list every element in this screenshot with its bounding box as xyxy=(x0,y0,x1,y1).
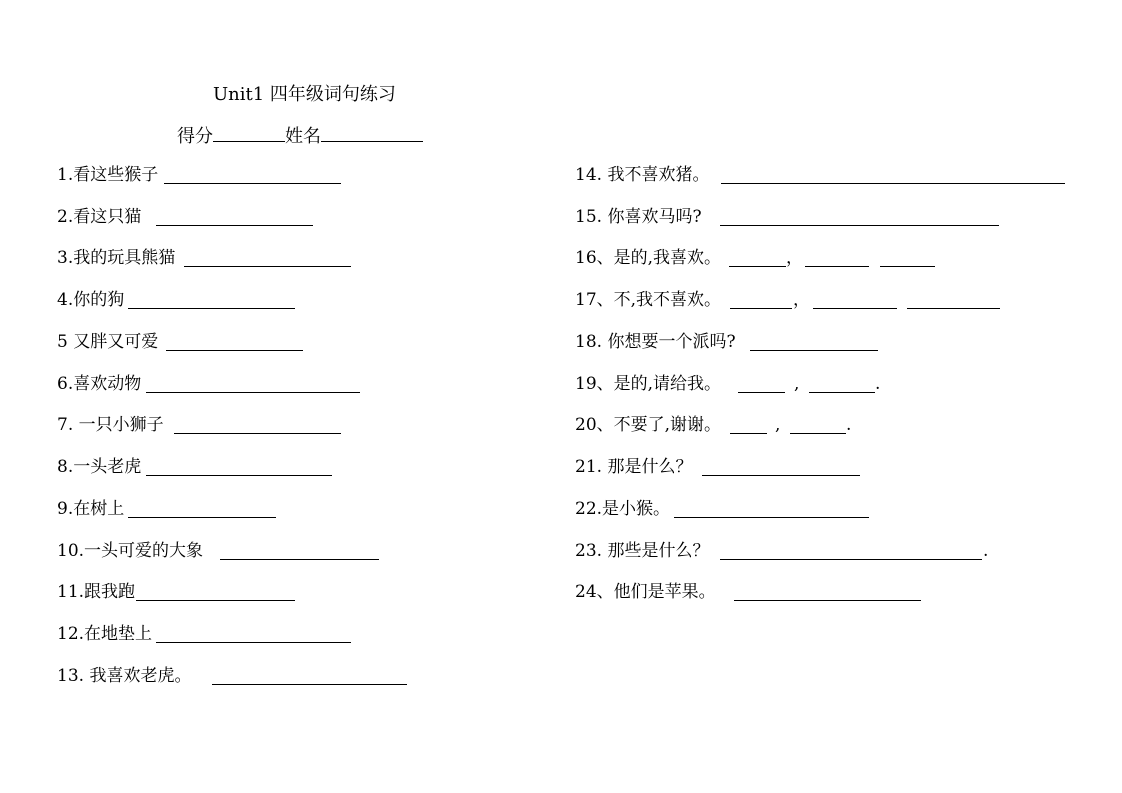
period: . xyxy=(875,374,881,394)
answer-blank[interactable] xyxy=(146,392,360,393)
answer-blank[interactable] xyxy=(156,642,351,643)
exercise-item-22 xyxy=(575,498,1075,520)
answer-blank-2[interactable] xyxy=(813,308,897,309)
item-text: 8.一头老虎 xyxy=(57,457,142,477)
comma: , xyxy=(794,374,800,394)
exercise-item-3 xyxy=(57,247,357,269)
item-text: 17、不,我不喜欢。 xyxy=(575,290,722,310)
exercise-item-14 xyxy=(575,164,1075,186)
item-text: 15. 你喜欢马吗? xyxy=(575,207,702,227)
answer-blank-1[interactable] xyxy=(730,308,792,309)
comma: , xyxy=(775,415,781,435)
exercise-item-6 xyxy=(57,373,377,395)
item-text: 3.我的玩具熊猫 xyxy=(57,248,176,268)
item-text: 10.一头可爱的大象 xyxy=(57,541,204,561)
item-text: 2.看这只猫 xyxy=(57,207,142,227)
exercise-item-4 xyxy=(57,289,357,311)
item-text: 5 又胖又可爱 xyxy=(57,332,159,352)
item-text: 23. 那些是什么？ xyxy=(575,541,710,561)
answer-blank[interactable] xyxy=(136,600,295,601)
answer-blank[interactable] xyxy=(156,225,313,226)
exercise-item-5 xyxy=(57,331,357,353)
exercise-item-10 xyxy=(57,540,387,562)
item-text: 11.跟我跑 xyxy=(57,582,136,602)
answer-blank[interactable] xyxy=(184,266,351,267)
name-label: 姓名 xyxy=(285,126,321,147)
exercise-item-11 xyxy=(57,581,357,603)
exercise-item-19 xyxy=(575,373,1075,395)
exercise-item-12 xyxy=(57,623,357,645)
answer-blank-2[interactable] xyxy=(809,392,875,393)
item-text: 7. 一只小狮子 xyxy=(57,415,164,435)
exercise-item-9 xyxy=(57,498,357,520)
answer-blank[interactable] xyxy=(674,517,869,518)
answer-blank[interactable] xyxy=(128,517,276,518)
item-text: 12.在地垫上 xyxy=(57,624,153,644)
answer-blank[interactable] xyxy=(721,183,1065,184)
item-text: 16、是的,我喜欢。 xyxy=(575,248,722,268)
answer-blank[interactable] xyxy=(734,600,921,601)
exercise-item-1 xyxy=(57,164,347,186)
answer-blank[interactable] xyxy=(220,559,379,560)
exercise-item-16 xyxy=(575,247,1075,269)
exercise-item-23 xyxy=(575,540,1075,562)
score-blank[interactable] xyxy=(213,125,285,142)
exercise-item-17 xyxy=(575,289,1075,311)
exercise-item-20 xyxy=(575,414,1075,436)
exercise-item-21 xyxy=(575,456,1075,478)
period: . xyxy=(983,541,989,561)
exercise-item-13 xyxy=(57,665,417,687)
item-text: 19、是的,请给我。 xyxy=(575,374,722,394)
exercise-item-24 xyxy=(575,581,1075,603)
exercise-item-18 xyxy=(575,331,1075,353)
answer-blank[interactable] xyxy=(146,475,332,476)
item-text: 24、他们是苹果。 xyxy=(575,582,716,602)
item-text: 13. 我喜欢老虎。 xyxy=(57,666,192,686)
answer-blank[interactable] xyxy=(166,350,303,351)
answer-blank[interactable] xyxy=(128,308,295,309)
exercise-item-2 xyxy=(57,206,347,228)
answer-blank-1[interactable] xyxy=(729,266,786,267)
item-text: 14. 我不喜欢猪。 xyxy=(575,165,710,185)
name-blank[interactable] xyxy=(321,125,423,142)
answer-blank[interactable] xyxy=(174,433,341,434)
exercise-item-8 xyxy=(57,456,357,478)
answer-blank[interactable] xyxy=(720,225,999,226)
answer-blank-3[interactable] xyxy=(907,308,1000,309)
item-text: 1.看这些猴子 xyxy=(57,165,159,185)
exercise-item-7 xyxy=(57,414,357,436)
period: . xyxy=(846,415,852,435)
comma: ， xyxy=(786,248,803,268)
answer-blank-2[interactable] xyxy=(805,266,869,267)
comma: ， xyxy=(793,290,810,310)
item-text: 6.喜欢动物 xyxy=(57,374,142,394)
item-text: 18. 你想要一个派吗? xyxy=(575,332,736,352)
answer-blank-1[interactable] xyxy=(738,392,785,393)
answer-blank[interactable] xyxy=(720,559,982,560)
answer-blank-3[interactable] xyxy=(880,266,935,267)
item-text: 21. 那是什么？ xyxy=(575,457,693,477)
answer-blank-1[interactable] xyxy=(730,433,767,434)
answer-blank[interactable] xyxy=(164,183,341,184)
page-title: Unit1 四年级词句练习 xyxy=(213,84,396,105)
answer-blank[interactable] xyxy=(212,684,407,685)
exercise-item-15 xyxy=(575,206,1075,228)
answer-blank-2[interactable] xyxy=(790,433,846,434)
score-label: 得分 xyxy=(177,126,213,147)
item-text: 22.是小猴。 xyxy=(575,499,671,519)
item-text: 4.你的狗 xyxy=(57,290,125,310)
score-name-line xyxy=(177,122,423,148)
item-text: 20、不要了,谢谢。 xyxy=(575,415,722,435)
answer-blank[interactable] xyxy=(702,475,860,476)
item-text: 9.在树上 xyxy=(57,499,125,519)
answer-blank[interactable] xyxy=(750,350,878,351)
